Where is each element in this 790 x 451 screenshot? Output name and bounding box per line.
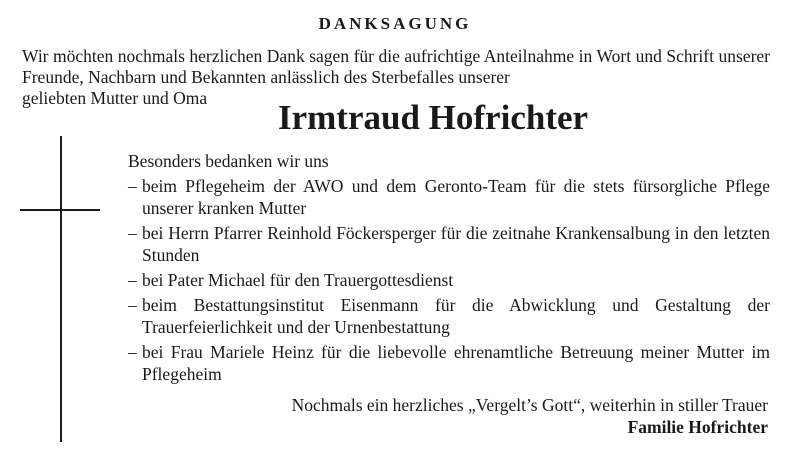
deceased-name: Irmtraud Hofrichter [278,98,589,137]
thanks-section [128,150,770,388]
intro-text: Wir möchten nochmals herzlichen Dank sagen für die aufrichtige Anteilnahme in Wort und Schrift unserer Freunde, Nachbarn und Bekannten anlässlich des Sterbefalles unserer [22,46,770,87]
list-item [128,222,770,266]
list-item [128,175,770,219]
intro-text-end: geliebten Mutter und Oma [22,88,208,108]
dash-marker: – [128,223,137,243]
family-signature: Familie Hofrichter [627,417,768,437]
notice-heading: DANKSAGUNG [318,14,472,33]
list-item [128,341,770,385]
dash-marker: – [128,295,137,315]
list-item-text: beim Bestattungsinstitut Eisenmann für die Abwicklung und Gestaltung der Trauerfeierlichkeit und der Urnenbestattung [142,295,770,337]
thanks-list [128,175,770,385]
list-item [128,269,770,291]
cross-horizontal-bar [20,209,100,211]
list-item-text: bei Pater Michael für den Trauergottesdienst [142,270,454,290]
list-item-text: beim Pflegeheim der AWO und dem Geronto-Team für die stets fürsorgliche Pflege unserer kranken Mutter [142,176,770,218]
list-item [128,294,770,338]
cross-vertical-bar [60,136,62,442]
closing-line: Nochmals ein herzliches „Vergelt’s Gott“, weiterhin in stiller Trauer [291,395,768,415]
dash-marker: – [128,176,137,196]
dash-marker: – [128,270,137,290]
list-item-text: bei Frau Mariele Heinz für die liebevolle ehrenamtliche Betreuung meiner Mutter im Pflegeheim [142,342,770,384]
thanks-lead: Besonders bedanken wir uns [128,151,329,171]
list-item-text: bei Herrn Pfarrer Reinhold Föckersperger für die zeitnahe Krankensalbung in den letzten Stunden [142,223,770,265]
dash-marker: – [128,342,137,362]
